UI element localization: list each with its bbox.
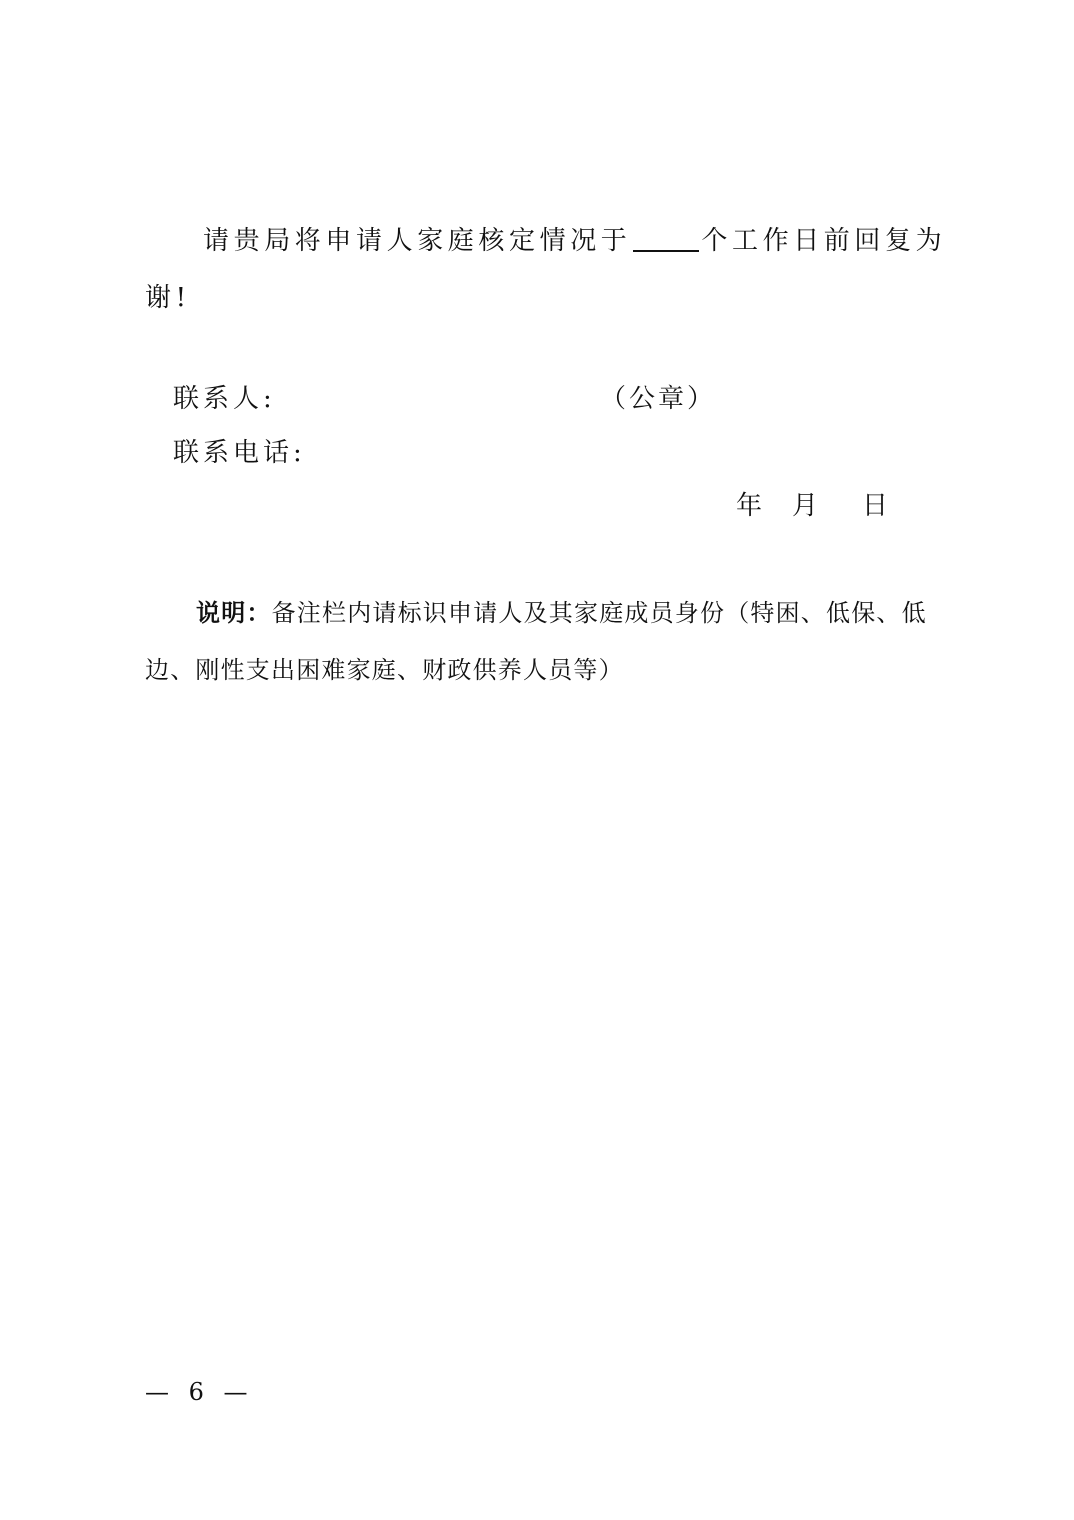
days-blank-field	[633, 224, 699, 252]
contact-phone-label: 联系电话:	[173, 438, 306, 468]
request-text-before-blank: 请贵局将申请人家庭核定情况于	[203, 226, 632, 256]
request-text-after-blank: 个工作日前回复为	[701, 226, 947, 256]
official-seal-label: （公章）	[600, 384, 717, 414]
note-label: 说明：	[196, 598, 272, 627]
date-row	[736, 485, 888, 522]
request-line-1	[203, 220, 946, 257]
page-number: — 6 —	[145, 1378, 254, 1406]
date-day-label: 日	[862, 491, 889, 521]
contact-person-label: 联系人:	[173, 384, 276, 414]
date-year-label: 年	[736, 491, 763, 521]
note-line-2: 边、刚性支出困难家庭、财政供养人员等）	[145, 656, 624, 684]
note-line-1	[196, 593, 927, 628]
note-text-1: 备注栏内请标识申请人及其家庭成员身份（特困、低保、低	[271, 599, 927, 627]
date-month-label: 月	[792, 491, 819, 521]
request-line-2: 谢!	[145, 283, 191, 313]
